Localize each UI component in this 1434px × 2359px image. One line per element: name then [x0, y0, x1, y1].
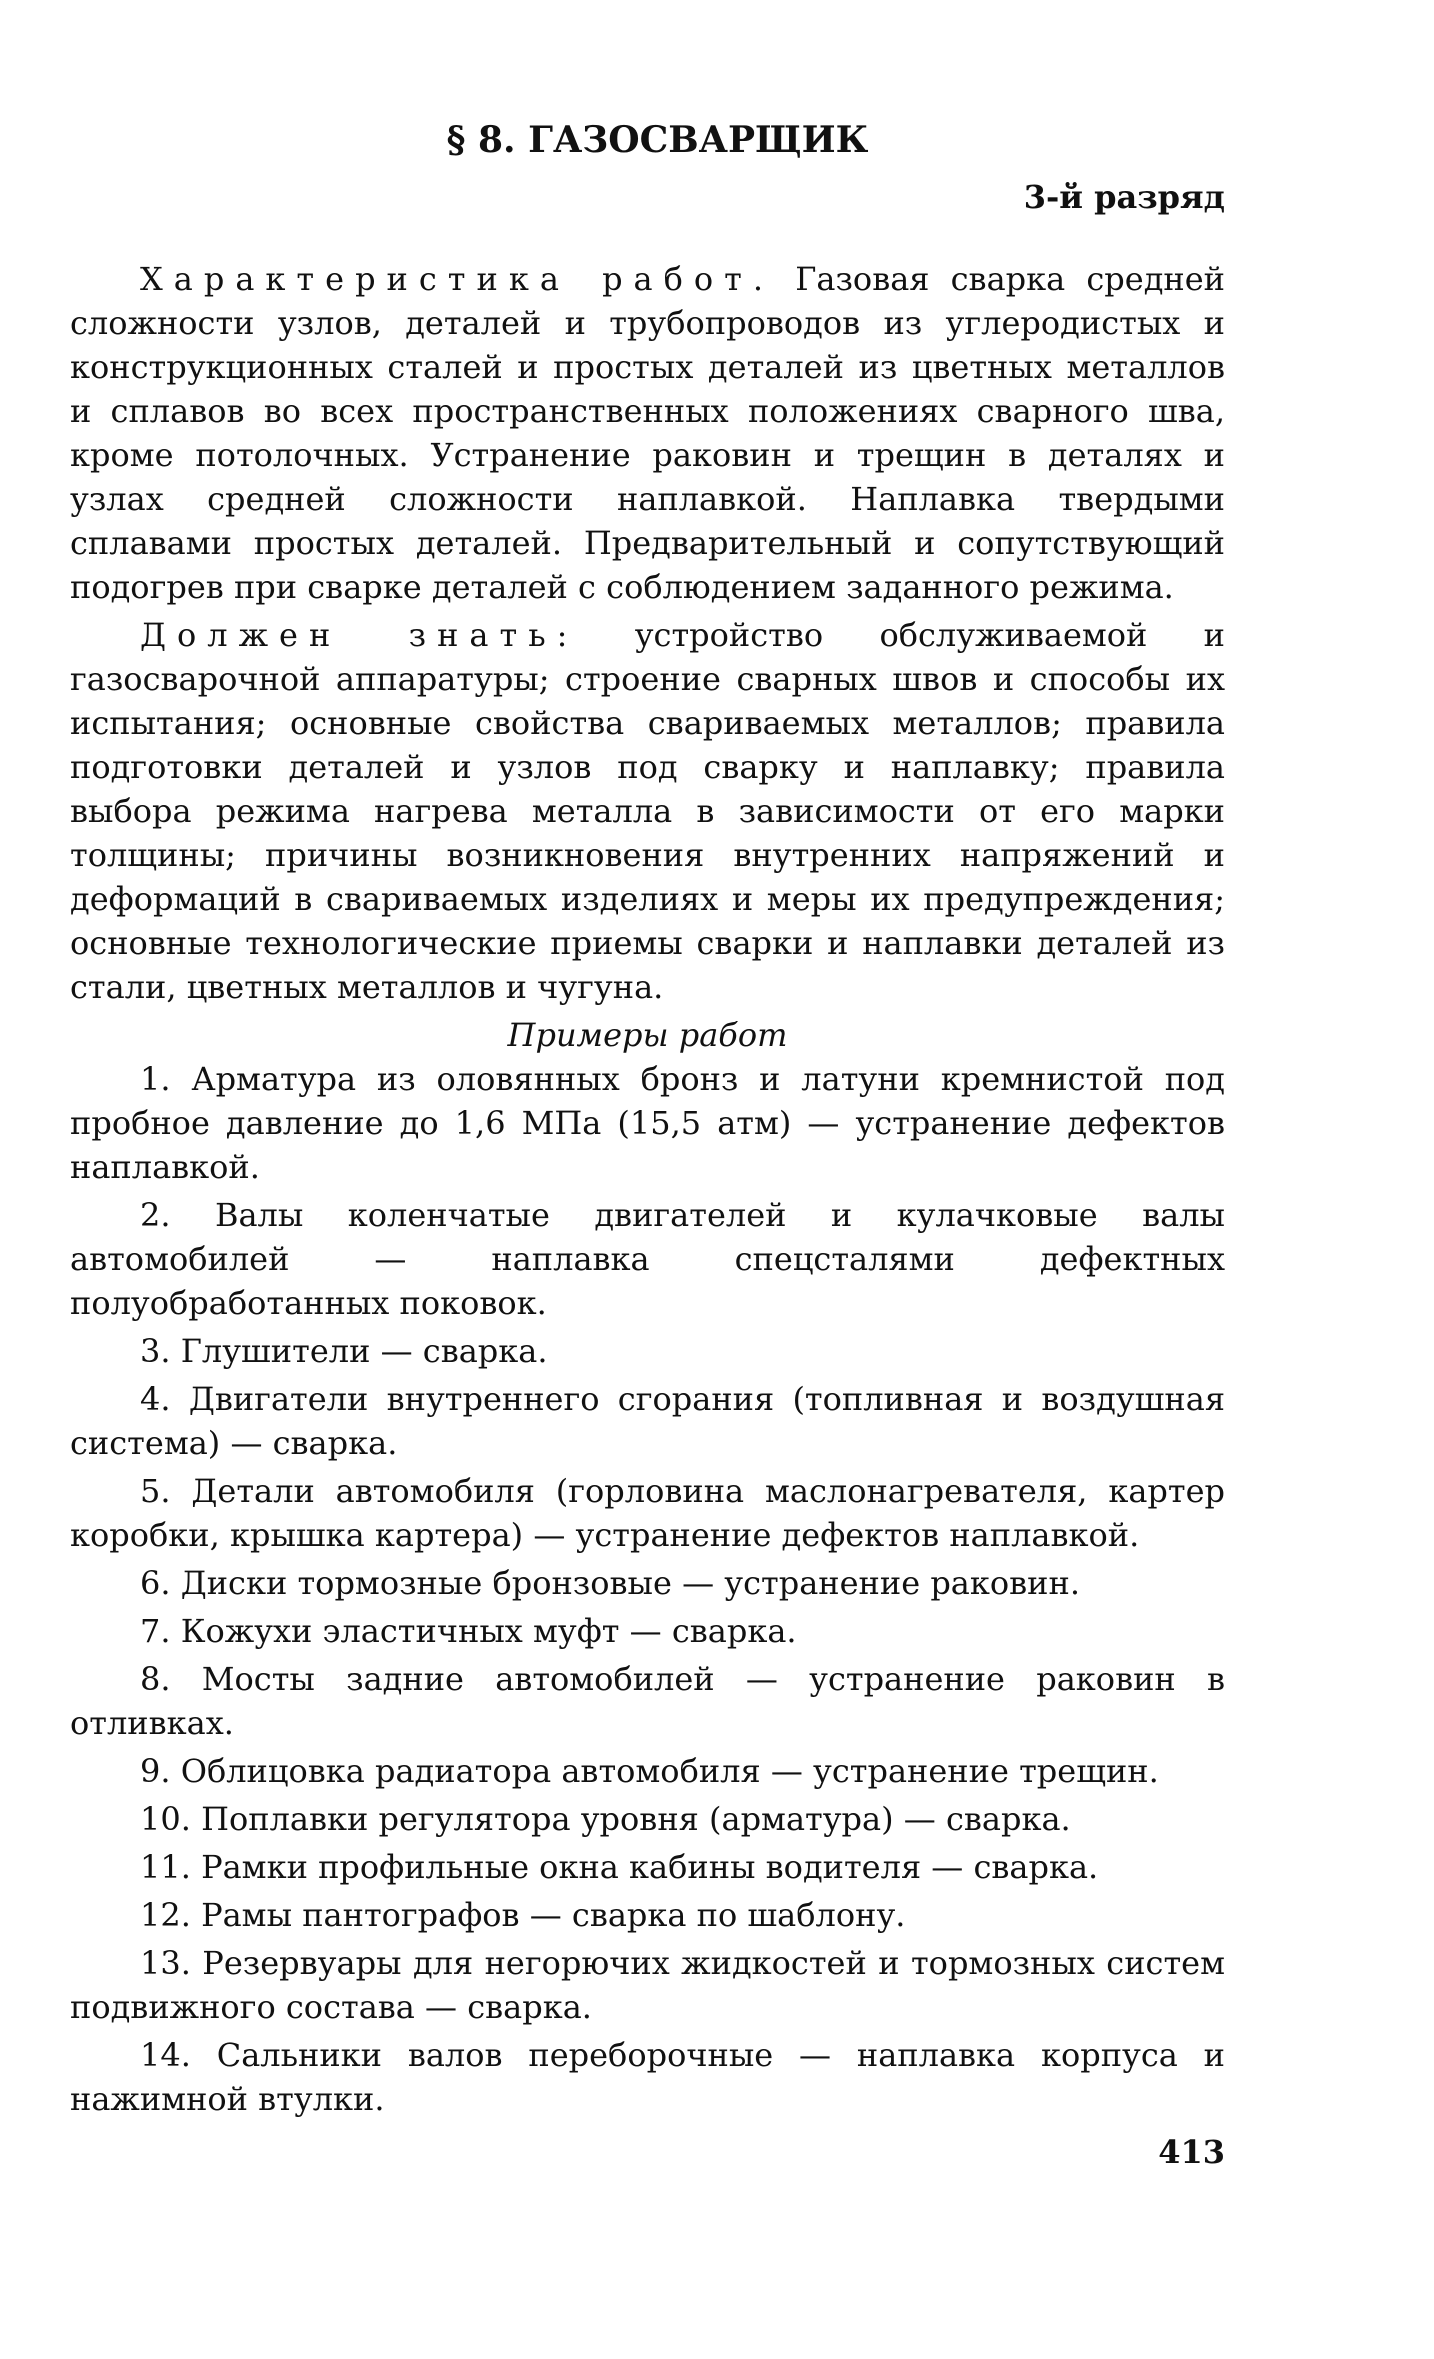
page-number: 413	[1158, 2133, 1225, 2171]
list-item: 7. Кожухи эластичных муфт — сварка.	[140, 1612, 797, 1650]
list-item: 8. Мосты задние автомобилей — устранение раковин в отливках.	[70, 1660, 1225, 1742]
list-item: 5. Детали автомобиля (горловина маслонагревателя, картер коробки, крышка картера) — устранение дефектов наплавкой.	[70, 1472, 1225, 1554]
document-page	[70, 115, 1226, 2171]
must-know-label: Должен знать:	[140, 616, 579, 654]
list-item: 2. Валы коленчатые двигателей и кулачковые валы автомобилей — наплавка спецсталями дефектных полуобработанных поковок.	[70, 1196, 1225, 1322]
list-item: 11. Рамки профильные окна кабины водителя — сварка.	[140, 1848, 1099, 1886]
list-item: 6. Диски тормозные бронзовые — устранение раковин.	[140, 1564, 1080, 1602]
grade-label: 3-й разряд	[1023, 178, 1225, 216]
document-body	[70, 257, 1225, 2121]
must-know-paragraph	[70, 613, 1225, 1009]
list-item: 13. Резервуары для негорючих жидкостей и тормозных систем подвижного состава — сварка.	[70, 1944, 1225, 2026]
list-item: 14. Сальники валов переборочные — наплавка корпуса и нажимной втулки.	[70, 2036, 1225, 2118]
list-item: 9. Облицовка радиатора автомобиля — устранение трещин.	[140, 1752, 1159, 1790]
list-item: 1. Арматура из оловянных бронз и латуни кремнистой под пробное давление до 1,6 МПа (15,5 атм) — устранение дефектов наплавкой.	[70, 1060, 1225, 1186]
characteristics-paragraph	[70, 257, 1225, 609]
list-item: 10. Поплавки регулятора уровня (арматура) — сварка.	[140, 1800, 1071, 1838]
examples-list	[70, 1057, 1225, 2121]
list-item: 4. Двигатели внутреннего сгорания (топливная и воздушная система) — сварка.	[70, 1380, 1225, 1462]
characteristics-label: Характеристика работ.	[140, 260, 775, 298]
list-item: 12. Рамы пантографов — сварка по шаблону.	[140, 1896, 906, 1934]
section-title: § 8. ГАЗОСВАРЩИК	[446, 119, 869, 161]
characteristics-text: Газовая сварка средней сложности узлов, деталей и трубопроводов из углеродистых и конструкционных сталей и простых деталей из цветных металлов и сплавов во всех пространственных положениях сварного шва, кроме потолочных. Устранение раковин и трещин в деталях и узлах средней сложности наплавкой. Наплавка твердыми сплавами простых деталей. Предварительный и сопутствующий подогрев при сварке деталей с соблюдением заданного режима.	[70, 260, 1226, 606]
list-item: 3. Глушители — сварка.	[140, 1332, 548, 1370]
examples-heading: Примеры работ	[507, 1016, 788, 1054]
must-know-text: устройство обслуживаемой и газосварочной аппаратуры; строение сварных швов и способы их испытания; основные свойства свариваемых металлов; правила подготовки деталей и узлов под сварку и наплавку; правила выбора режима нагрева металла в зависимости от его марки толщины; причины возникновения внутренних напряжений и деформаций в свариваемых изделиях и меры их предупреждения; основные технологические приемы сварки и наплавки деталей из стали, цветных металлов и чугуна.	[70, 616, 1226, 1006]
